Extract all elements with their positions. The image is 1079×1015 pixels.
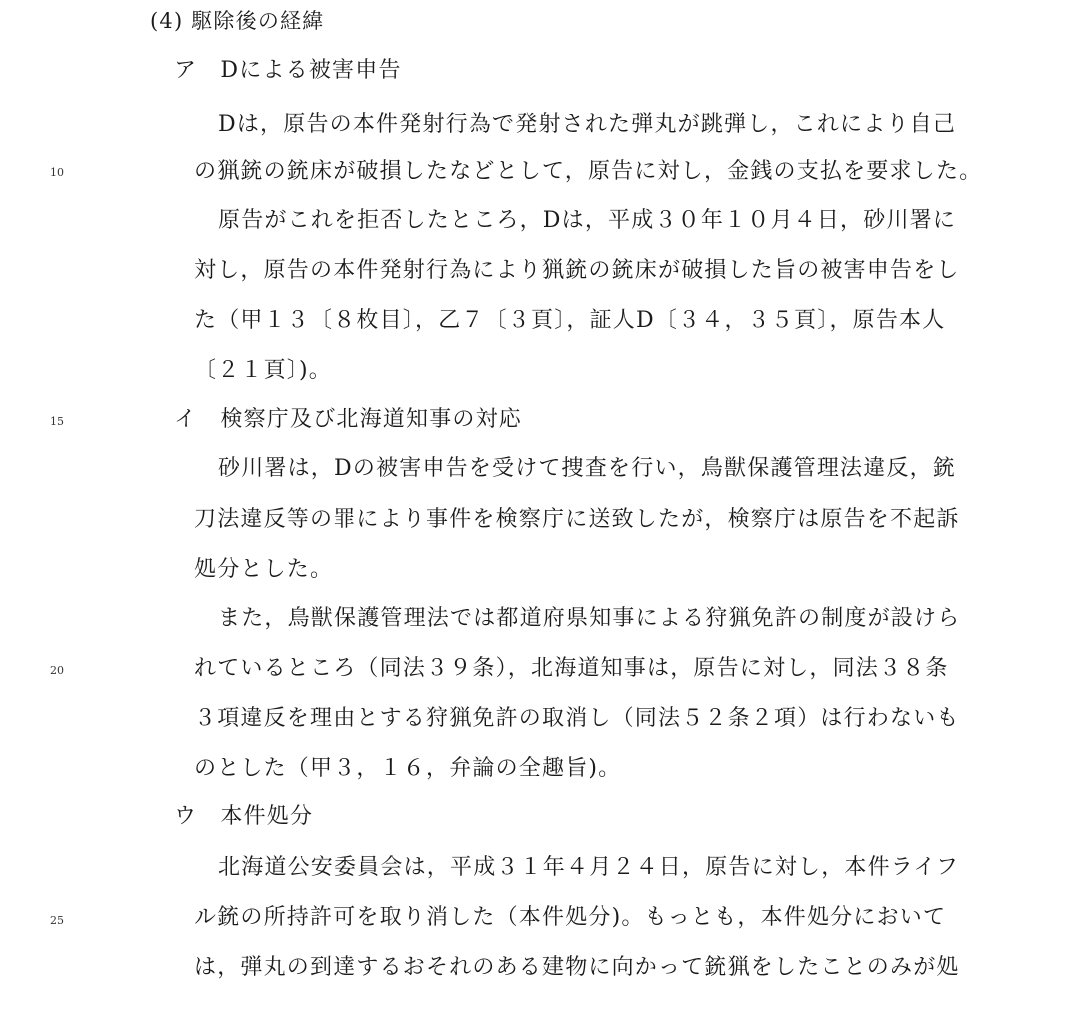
body-line: 対し，原告の本件発射行為により猟銃の銃床が破損した旨の被害申告をし [194, 258, 960, 283]
body-line: 原告がこれを拒否したところ，Dは，平成３０年１０月４日，砂川署に [218, 208, 957, 233]
body-line: 処分とした。 [194, 557, 334, 582]
subsection-heading-u: ウ 本件処分 [174, 804, 314, 829]
line-number-25: 25 [50, 914, 64, 927]
body-line: ３項違反を理由とする狩猟免許の取消し（同法５２条２項）は行わないも [194, 706, 960, 731]
section-heading: (4) 駆除後の経緯 [150, 9, 325, 33]
body-line: また，鳥獣保護管理法では都道府県知事による狩猟免許の制度が設けら [218, 606, 961, 631]
body-line: の猟銃の銃床が破損したなどとして，原告に対し，金銭の支払を要求した。 [194, 159, 983, 184]
body-line: た（甲１３〔８枚目〕，乙７〔３頁〕，証人D〔３４，３５頁〕，原告本人 [194, 308, 946, 333]
subsection-heading-a: ア Dによる被害申告 [174, 58, 402, 83]
line-number-10: 10 [50, 166, 64, 179]
body-line: のとした（甲３，１６，弁論の全趣旨)。 [194, 756, 622, 781]
body-line: Dは，原告の本件発射行為で発射された弾丸が跳弾し，これにより自己 [218, 112, 957, 137]
subsection-heading-i: イ 検察庁及び北海道知事の対応 [174, 407, 523, 432]
body-line: 北海道公安委員会は，平成３１年４月２４日，原告に対し，本件ライフ [218, 855, 960, 880]
body-line: 〔２１頁〕)。 [194, 358, 332, 383]
body-line: れているところ（同法３９条），北海道知事は，原告に対し，同法３８条 [194, 656, 949, 681]
body-line: 砂川署は，Dの被害申告を受けて捜査を行い，鳥獣保護管理法違反，銃 [218, 456, 957, 481]
line-number-15: 15 [50, 415, 64, 428]
body-line: ル銃の所持許可を取り消した（本件処分)。もっとも，本件処分において [194, 905, 947, 930]
body-line: は，弾丸の到達するおそれのある建物に向かって銃猟をしたことのみが処 [194, 955, 960, 980]
line-number-20: 20 [50, 664, 64, 677]
body-line: 刀法違反等の罪により事件を検察庁に送致したが，検察庁は原告を不起訴 [194, 507, 960, 532]
